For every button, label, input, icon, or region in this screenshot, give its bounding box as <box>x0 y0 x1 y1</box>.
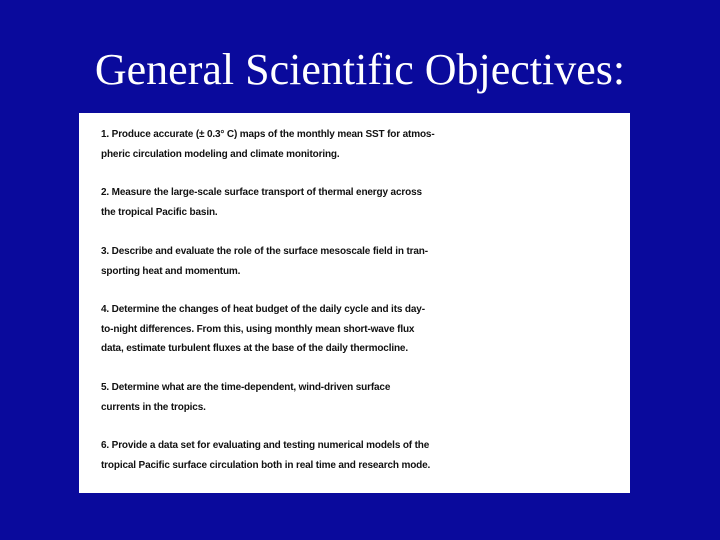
objective-line: currents in the tropics. <box>101 401 206 413</box>
objective-line: pheric circulation modeling and climate monitoring. <box>101 148 340 160</box>
objective-line: 1. Produce accurate (± 0.3° C) maps of the monthly mean SST for atmos- <box>101 129 435 140</box>
objective-line: 2. Measure the large-scale surface transport of thermal energy across <box>101 187 422 198</box>
objective-3 <box>101 242 626 281</box>
objective-line: 4. Determine the changes of heat budget of the daily cycle and its day- <box>101 304 425 315</box>
objective-4 <box>101 300 626 359</box>
slide-title: General Scientific Objectives: <box>94 45 626 94</box>
objective-line: the tropical Pacific basin. <box>101 206 218 218</box>
objective-1 <box>101 125 626 164</box>
objective-line: 5. Determine what are the time-dependent, wind-driven surface <box>101 382 391 393</box>
objective-line: tropical Pacific surface circulation both in real time and research mode. <box>101 459 431 471</box>
objective-line: data, estimate turbulent fluxes at the base of the daily thermocline. <box>101 343 408 354</box>
objective-line: 3. Describe and evaluate the role of the surface mesoscale field in tran- <box>101 246 428 257</box>
objective-2 <box>101 183 626 222</box>
objective-line: 6. Provide a data set for evaluating and testing numerical models of the <box>101 440 430 451</box>
objective-line: to-night differences. From this, using monthly mean short-wave flux <box>101 323 415 335</box>
objective-5 <box>101 378 626 417</box>
objective-line: sporting heat and momentum. <box>101 265 241 277</box>
objectives-figure <box>79 113 630 493</box>
objective-6 <box>101 436 626 475</box>
